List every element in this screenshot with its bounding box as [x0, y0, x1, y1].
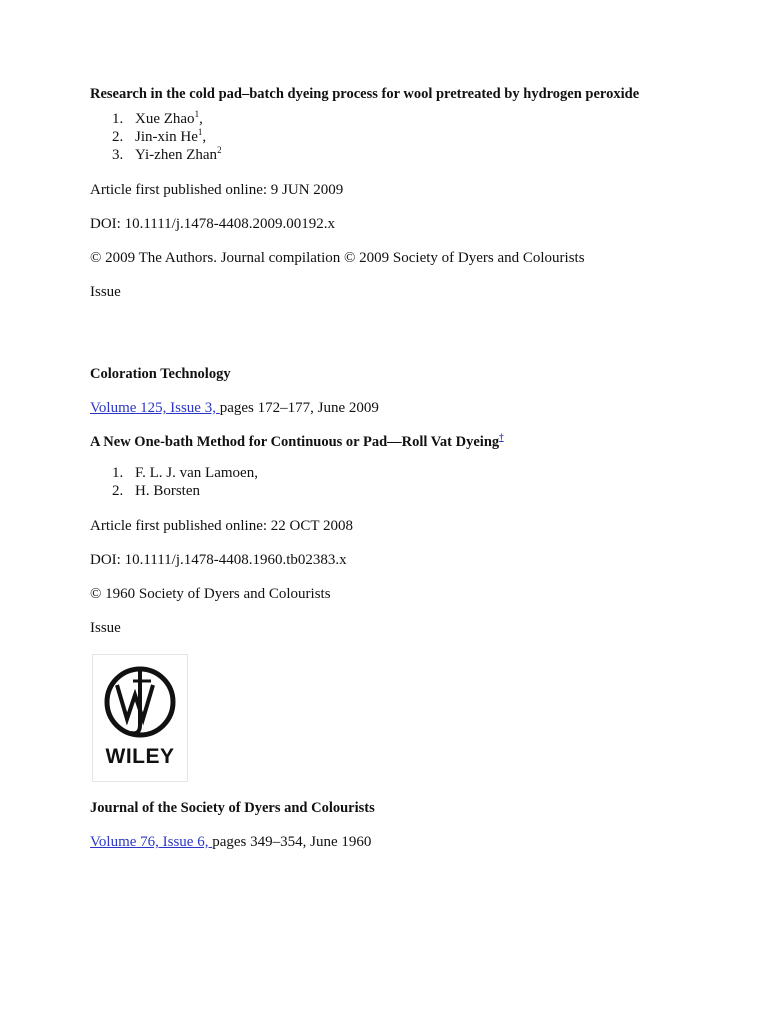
doi: DOI: 10.1111/j.1478-4408.2009.00192.x [90, 216, 335, 232]
volume-issue-link[interactable]: Volume 76, Issue 6, [90, 834, 213, 850]
author-item [112, 482, 730, 500]
published-date: Article first published online: 9 JUN 2009 [90, 182, 344, 198]
footnote-dagger-link[interactable]: † [499, 432, 504, 443]
author-number: 1. [112, 111, 124, 127]
author-name: H. Borsten [135, 483, 200, 499]
author-number: 1. [112, 465, 124, 481]
document-page [90, 84, 730, 852]
author-item [112, 128, 730, 146]
author-entry [135, 110, 203, 128]
affiliation-superscript: 1 [194, 109, 200, 119]
journal-title: Coloration Technology [90, 366, 231, 382]
page-range: pages 172–177, June 2009 [219, 400, 379, 416]
author-number: 2. [112, 483, 124, 499]
article-title [90, 432, 730, 452]
volume-line [90, 398, 730, 418]
affiliation-superscript: 2 [217, 145, 222, 155]
copyright: © 2009 The Authors. Journal compilation © 2009 Society of Dyers and Colourists [90, 250, 585, 266]
author-list [90, 110, 730, 164]
journal-title: Journal of the Society of Dyers and Colourists [90, 800, 375, 816]
author-name: Xue Zhao [135, 111, 195, 127]
author-name: F. L. J. van Lamoen, [135, 465, 258, 481]
author-list [90, 464, 730, 500]
issue-label: Issue [90, 620, 121, 636]
issue-label: Issue [90, 284, 121, 300]
author-entry [135, 128, 206, 146]
volume-issue-link[interactable]: Volume 125, Issue 3, [90, 400, 220, 416]
wiley-logo [92, 654, 188, 782]
published-date: Article first published online: 22 OCT 2008 [90, 518, 354, 534]
author-name: Yi-zhen Zhan [135, 147, 218, 163]
author-number: 3. [112, 147, 124, 163]
article-title-text: A New One-bath Method for Continuous or Pad—Roll Vat Dyeing [90, 434, 500, 450]
copyright: © 1960 Society of Dyers and Colourists [90, 586, 331, 602]
author-separator: , [199, 111, 203, 127]
author-item [112, 146, 730, 164]
author-item [112, 464, 730, 482]
article-title: Research in the cold pad–batch dyeing process for wool pretreated by hydrogen peroxide [90, 86, 640, 102]
affiliation-superscript: 1 [197, 127, 203, 137]
doi: DOI: 10.1111/j.1478-4408.1960.tb02383.x [90, 552, 347, 568]
page-range: pages 349–354, June 1960 [212, 834, 372, 850]
author-separator: , [202, 129, 207, 145]
author-number: 2. [112, 129, 124, 145]
wiley-wordmark: WILEY [105, 745, 175, 768]
volume-line [90, 832, 730, 852]
author-item [112, 110, 730, 128]
author-name: Jin-xin He [135, 129, 198, 145]
author-entry [135, 146, 222, 164]
